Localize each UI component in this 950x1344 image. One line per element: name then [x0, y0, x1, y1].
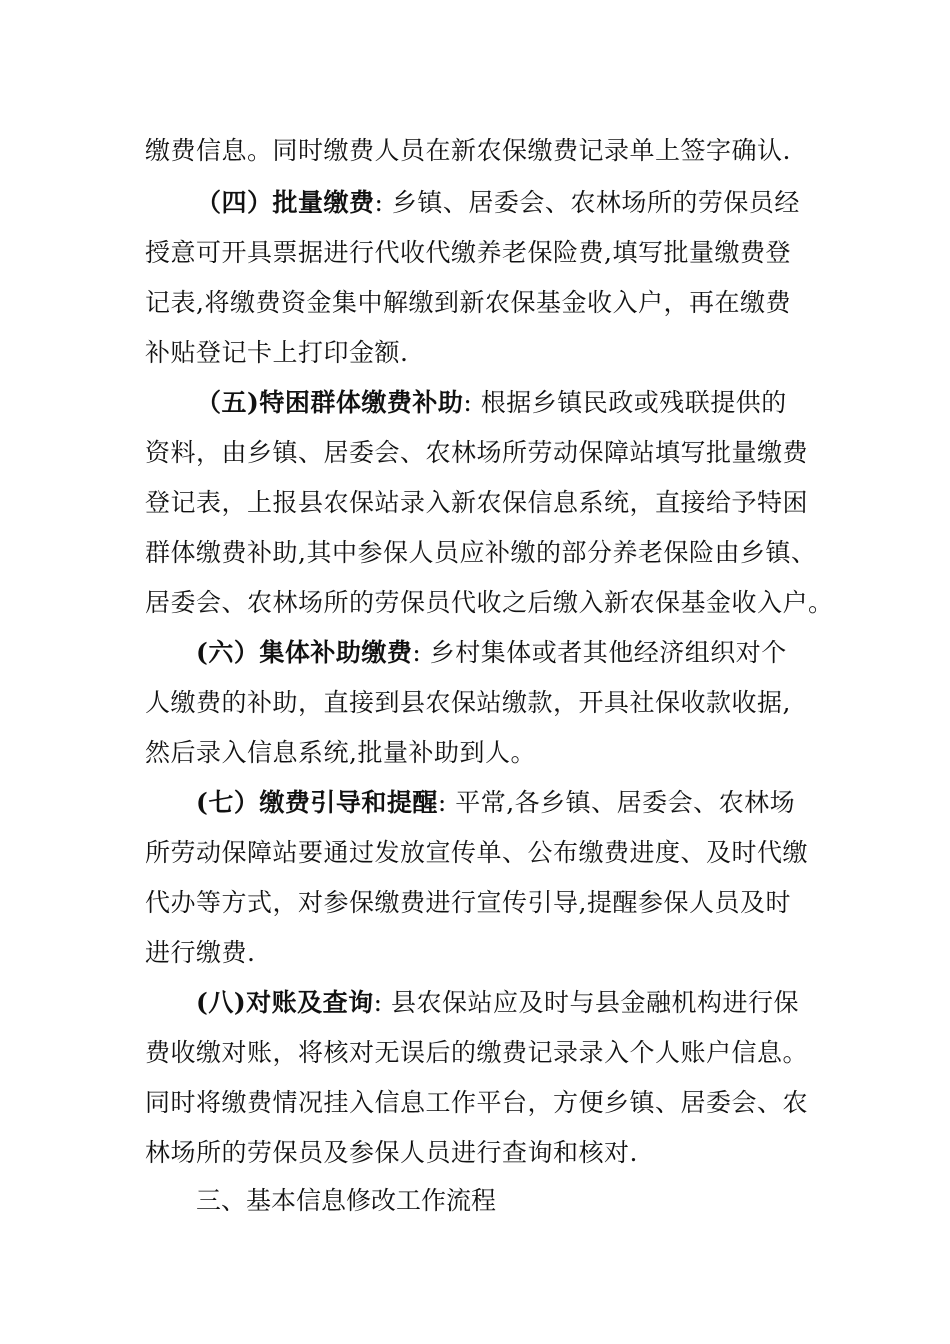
line-text: 补贴登记卡上打印金额.: [145, 338, 409, 367]
line-text: : 平常,各乡镇、居委会、农林场: [437, 788, 796, 817]
paragraph-line: [145, 233, 825, 273]
section-heading: 三、基本信息修改工作流程: [196, 1186, 497, 1215]
line-text: : 县农保站应及时与县金融机构进行保: [373, 988, 800, 1017]
paragraph-line: [145, 1133, 825, 1173]
line-text: 缴费信息。同时缴费人员在新农保缴费记录单上签字确认.: [145, 136, 791, 165]
paragraph-line: [196, 983, 826, 1023]
line-text: 所劳动保障站要通过发放宣传单、公布缴费进度、及时代缴: [145, 838, 809, 867]
line-text: 授意可开具票据进行代收代缴养老保险费,填写批量缴费登: [145, 238, 791, 267]
line-text: 群体缴费补助,其中参保人员应补缴的部分养老保险由乡镇、: [145, 538, 817, 567]
item-label: （四）批量缴费: [196, 188, 375, 217]
item-label: (七）缴费引导和提醒: [196, 788, 438, 817]
line-text: 同时将缴费情况挂入信息工作平台，方便乡镇、居委会、农: [145, 1088, 809, 1117]
paragraph-line: [196, 633, 826, 673]
line-text: : 根据乡镇民政或残联提供的: [463, 388, 787, 417]
paragraph-line: [145, 483, 825, 523]
paragraph-line: [145, 1033, 825, 1073]
item-label: (八)对账及查询: [196, 988, 374, 1017]
line-text: 资料，由乡镇、居委会、农林场所劳动保障站填写批量缴费: [145, 438, 809, 467]
item-label: （五)特困群体缴费补助: [196, 388, 464, 417]
paragraph-line: [145, 733, 825, 773]
paragraph-line: [196, 783, 826, 823]
paragraph-line: [145, 333, 825, 373]
paragraph-line: [145, 683, 825, 723]
paragraph-line: [145, 833, 825, 873]
item-label: (六）集体补助缴费: [196, 638, 413, 667]
line-text: 进行缴费.: [145, 938, 256, 967]
paragraph-line: [196, 183, 826, 223]
line-text: 然后录入信息系统,批量补助到人。: [145, 738, 536, 767]
line-text: 代办等方式，对参保缴费进行宣传引导,提醒参保人员及时: [145, 888, 791, 917]
paragraph-line: [145, 131, 825, 171]
line-text: 费收缴对账，将核对无误后的缴费记录录入个人账户信息。: [145, 1038, 809, 1067]
paragraph-line: [145, 283, 825, 323]
line-text: 林场所的劳保员及参保人员进行查询和核对.: [145, 1138, 638, 1167]
paragraph-line: [145, 883, 825, 923]
line-text: 人缴费的补助，直接到县农保站缴款，开具社保收款收据,: [145, 688, 791, 717]
paragraph-line: [145, 433, 825, 473]
line-text: 登记表，上报县农保站录入新农保信息系统，直接给予特困: [145, 488, 809, 517]
paragraph-line: [145, 933, 825, 973]
line-text: : 乡镇、居委会、农林场所的劳保员经: [374, 188, 800, 217]
line-text: 记表,将缴费资金集中解缴到新农保基金收入户，再在缴费: [145, 288, 791, 317]
paragraph-line: [145, 583, 834, 623]
paragraph-line: [145, 533, 825, 573]
line-text: : 乡村集体或者其他经济组织对个: [412, 638, 787, 667]
line-text: 居委会、农林场所的劳保员代收之后缴入新农保基金收入户。: [145, 588, 834, 617]
paragraph-line: [145, 1083, 825, 1123]
paragraph-line: [196, 383, 826, 423]
